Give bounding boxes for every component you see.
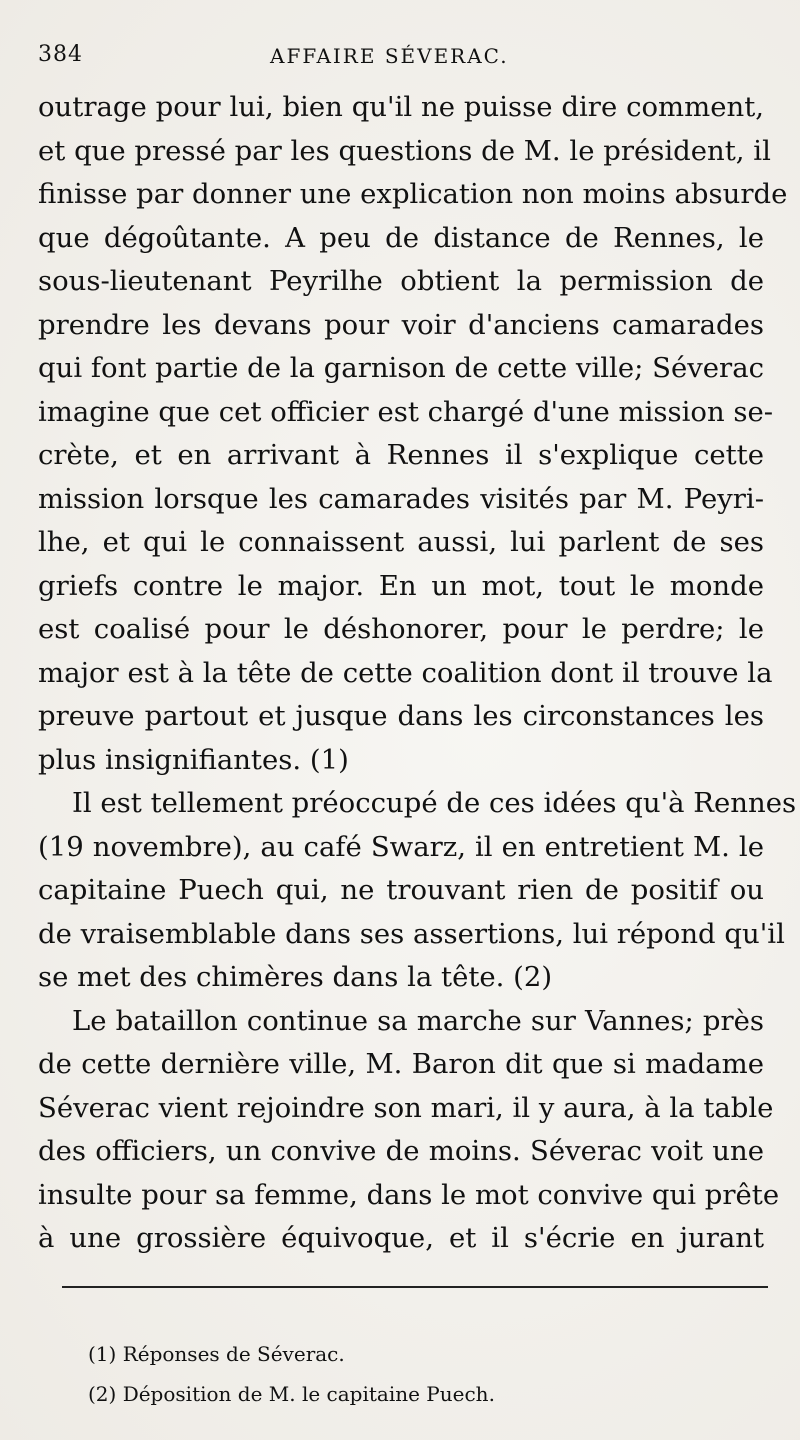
text-line: preuve partout et jusque dans les circonstances les bbox=[38, 700, 764, 732]
text-line: Séverac vient rejoindre son mari, il y aura, à la table bbox=[38, 1091, 774, 1124]
text-line: à une grossière équivoque, et il s'écrie en jurant bbox=[38, 1222, 764, 1254]
text-line: insulte pour sa femme, dans le mot convive qui prête bbox=[38, 1178, 780, 1211]
text-line: de cette dernière ville, M. Baron dit que si madame bbox=[38, 1048, 764, 1080]
text-line: sous-lieutenant Peyrilhe obtient la permission de bbox=[38, 265, 764, 297]
text-line: plus insignifiantes. (1) bbox=[38, 743, 349, 776]
footnote-divider bbox=[62, 1286, 768, 1288]
text-line: Il est tellement préoccupé de ces idées qu'à Rennes bbox=[72, 787, 797, 819]
body-text bbox=[38, 86, 797, 1261]
text-line: des officiers, un convive de moins. Séverac voit une bbox=[38, 1135, 764, 1167]
text-line: capitaine Puech qui, ne trouvant rien de positif ou bbox=[38, 874, 764, 906]
page-number: 384 bbox=[38, 42, 83, 67]
text-line: de vraisemblable dans ses assertions, lui répond qu'il bbox=[38, 917, 785, 950]
footnote: (2) Déposition de M. le capitaine Puech. bbox=[88, 1382, 495, 1406]
text-line: prendre les devans pour voir d'anciens camarades bbox=[38, 308, 764, 341]
page-header bbox=[38, 42, 760, 78]
text-line: mission lorsque les camarades visités par M. Peyri- bbox=[38, 482, 764, 515]
text-line: que dégoûtante. A peu de distance de Rennes, le bbox=[38, 221, 764, 254]
text-line: major est à la tête de cette coalition dont il trouve la bbox=[38, 656, 773, 689]
running-title: AFFAIRE SÉVERAC. bbox=[270, 44, 509, 68]
text-line: griefs contre le major. En un mot, tout le monde bbox=[38, 569, 764, 602]
footnotes bbox=[88, 1334, 688, 1414]
text-line: crète, et en arrivant à Rennes il s'explique cette bbox=[38, 439, 764, 471]
text-line: se met des chimères dans la tête. (2) bbox=[38, 961, 553, 993]
text-line: qui font partie de la garnison de cette ville; Séverac bbox=[38, 352, 764, 384]
footnote: (1) Réponses de Séverac. bbox=[88, 1342, 345, 1366]
text-line: est coalisé pour le déshonorer, pour le perdre; le bbox=[38, 613, 764, 645]
text-line: et que pressé par les questions de M. le président, il bbox=[38, 134, 771, 167]
text-line: (19 novembre), au café Swarz, il en entretient M. le bbox=[38, 830, 764, 863]
text-line: Le bataillon continue sa marche sur Vannes; près bbox=[72, 1004, 764, 1037]
text-line: finisse par donner une explication non moins absurde bbox=[38, 178, 788, 210]
text-line: imagine que cet officier est chargé d'une mission se- bbox=[38, 395, 774, 428]
text-line: outrage pour lui, bien qu'il ne puisse dire comment, bbox=[38, 91, 764, 123]
text-line: lhe, et qui le connaissent aussi, lui parlent de ses bbox=[38, 526, 764, 558]
